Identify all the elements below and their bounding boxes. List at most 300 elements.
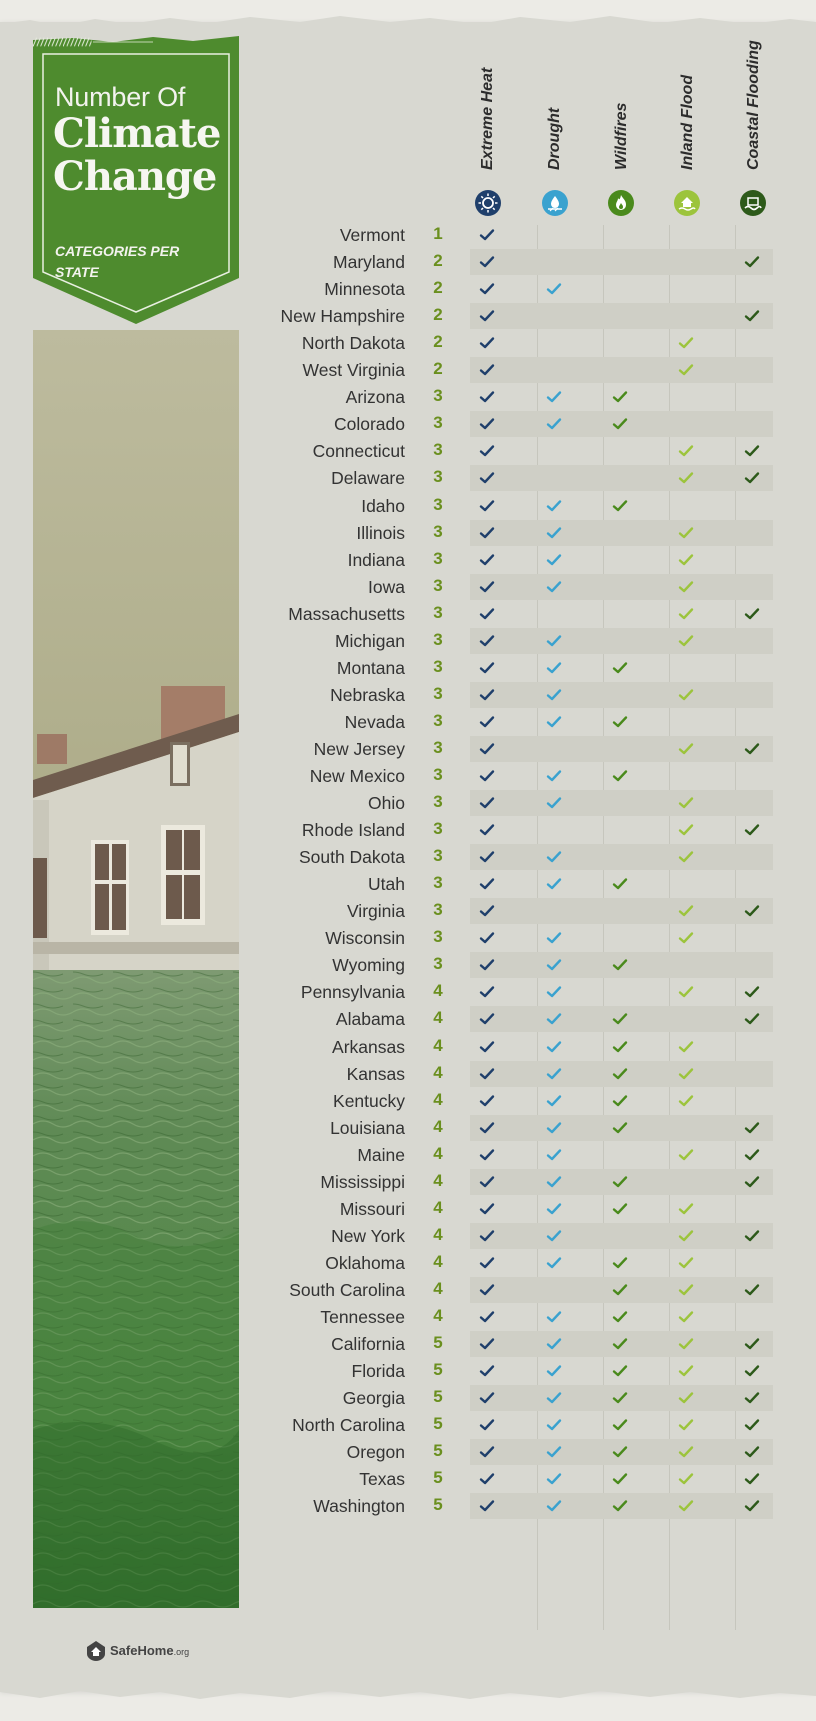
state-name: Idaho bbox=[361, 495, 405, 516]
state-name: South Dakota bbox=[298, 847, 405, 868]
checkmark-icon-extreme-heat bbox=[478, 1092, 496, 1110]
checkmark-icon-extreme-heat bbox=[478, 848, 496, 866]
category-count: 3 bbox=[433, 737, 443, 757]
category-count: 3 bbox=[433, 765, 443, 784]
category-count: 5 bbox=[433, 1387, 443, 1407]
checkmark-icon-extreme-heat bbox=[478, 524, 496, 542]
checkmark-icon-coastal-flooding bbox=[743, 1227, 761, 1245]
category-count: 2 bbox=[433, 359, 443, 379]
state-name: New Hampshire bbox=[280, 306, 405, 327]
state-name: Wisconsin bbox=[325, 928, 405, 949]
table-row bbox=[0, 735, 816, 763]
checkmark-icon-wildfires bbox=[611, 1173, 629, 1191]
checkmark-icon-extreme-heat bbox=[478, 253, 496, 271]
checkmark-icon-drought bbox=[545, 1470, 563, 1488]
checkmark-icon-coastal-flooding bbox=[743, 1416, 761, 1434]
checkmark-icon-extreme-heat bbox=[478, 1065, 496, 1083]
category-count: 4 bbox=[433, 981, 443, 1001]
category-count: 3 bbox=[433, 494, 443, 514]
state-name: Montana bbox=[336, 657, 405, 678]
checkmark-icon-extreme-heat bbox=[478, 361, 496, 379]
checkmark-icon-extreme-heat bbox=[478, 902, 496, 920]
hatch-divider bbox=[33, 36, 153, 48]
checkmark-icon-coastal-flooding bbox=[743, 1281, 761, 1299]
table-row bbox=[0, 978, 816, 1006]
checkmark-icon-drought bbox=[545, 1308, 563, 1326]
column-header-drought: Drought bbox=[546, 107, 563, 170]
state-name: Tennessee bbox=[320, 1307, 405, 1327]
state-name: Texas bbox=[359, 1469, 405, 1490]
checkmark-icon-inland-flood bbox=[677, 1389, 695, 1407]
checkmark-icon-inland-flood bbox=[677, 686, 695, 704]
table-row bbox=[0, 546, 816, 574]
table-row bbox=[0, 221, 816, 249]
checkmark-icon-inland-flood bbox=[677, 524, 695, 542]
checkmark-icon-extreme-heat bbox=[478, 469, 496, 487]
state-name: Delaware bbox=[331, 468, 405, 489]
state-name: Mississippi bbox=[320, 1171, 405, 1192]
checkmark-icon-extreme-heat bbox=[478, 1335, 496, 1353]
checkmark-icon-drought bbox=[545, 1119, 563, 1137]
category-count: 3 bbox=[433, 792, 443, 812]
table-row bbox=[0, 302, 816, 330]
checkmark-icon-coastal-flooding bbox=[743, 605, 761, 623]
category-count: 5 bbox=[433, 1360, 443, 1380]
category-count: 5 bbox=[433, 1333, 443, 1353]
checkmark-icon-drought bbox=[545, 713, 563, 731]
checkmark-icon-extreme-heat bbox=[478, 713, 496, 731]
checkmark-icon-wildfires bbox=[611, 1092, 629, 1110]
checkmark-icon-drought bbox=[545, 1335, 563, 1353]
state-name: Oklahoma bbox=[325, 1252, 405, 1273]
column-header-inland-flood: Inland Flood bbox=[679, 74, 696, 170]
checkmark-icon-wildfires bbox=[611, 1254, 629, 1272]
state-name: Illinois bbox=[356, 522, 405, 543]
category-count: 3 bbox=[433, 683, 443, 703]
checkmark-icon-drought bbox=[545, 1443, 563, 1461]
checkmark-icon-coastal-flooding bbox=[743, 740, 761, 758]
state-name: Virginia bbox=[346, 901, 405, 922]
checkmark-icon-wildfires bbox=[611, 956, 629, 974]
checkmark-icon-wildfires bbox=[611, 1497, 629, 1515]
checkmark-icon-coastal-flooding bbox=[743, 253, 761, 271]
category-count: 3 bbox=[433, 413, 443, 433]
checkmark-icon-inland-flood bbox=[677, 1362, 695, 1380]
checkmark-icon-drought bbox=[545, 1227, 563, 1245]
checkmark-icon-inland-flood bbox=[677, 1443, 695, 1461]
state-name: Vermont bbox=[339, 225, 405, 245]
category-count: 3 bbox=[433, 467, 443, 487]
checkmark-icon-wildfires bbox=[611, 713, 629, 731]
torn-edge-bottom bbox=[0, 1680, 816, 1708]
category-count: 4 bbox=[433, 1224, 443, 1244]
category-count: 3 bbox=[433, 575, 443, 595]
state-name: Rhode Island bbox=[301, 820, 405, 841]
checkmark-icon-wildfires bbox=[611, 1389, 629, 1407]
row-stripe bbox=[470, 844, 773, 870]
category-count: 3 bbox=[433, 873, 443, 893]
table-row bbox=[0, 573, 816, 601]
checkmark-icon-drought bbox=[545, 1038, 563, 1056]
state-name: Kentucky bbox=[333, 1090, 405, 1111]
checkmark-icon-wildfires bbox=[611, 875, 629, 893]
checkmark-icon-drought bbox=[545, 1416, 563, 1434]
state-name: Washington bbox=[313, 1496, 405, 1517]
table-row bbox=[0, 1060, 816, 1088]
checkmark-icon-extreme-heat bbox=[478, 1146, 496, 1164]
checkmark-icon-inland-flood bbox=[677, 1038, 695, 1056]
category-count: 5 bbox=[433, 1441, 443, 1461]
checkmark-icon-extreme-heat bbox=[478, 497, 496, 515]
table-row bbox=[0, 1141, 816, 1169]
state-name: Kansas bbox=[346, 1063, 405, 1084]
checkmark-icon-drought bbox=[545, 1173, 563, 1191]
table-row bbox=[0, 789, 816, 817]
title-line-2: Climate bbox=[53, 110, 221, 157]
row-stripe bbox=[470, 574, 773, 600]
table-row bbox=[0, 519, 816, 547]
checkmark-icon-drought bbox=[545, 848, 563, 866]
state-name: Ohio bbox=[368, 793, 405, 814]
column-header-extreme-heat: Extreme Heat bbox=[479, 67, 496, 170]
table-row bbox=[0, 816, 816, 844]
checkmark-icon-extreme-heat bbox=[478, 956, 496, 974]
checkmark-icon-inland-flood bbox=[677, 469, 695, 487]
checkmark-icon-extreme-heat bbox=[478, 415, 496, 433]
checkmark-icon-extreme-heat bbox=[478, 767, 496, 785]
row-stripe bbox=[470, 790, 773, 816]
checkmark-icon-drought bbox=[545, 415, 563, 433]
title-subtitle: CATEGORIES PER STATE bbox=[55, 243, 180, 280]
state-name: Arizona bbox=[345, 387, 405, 408]
checkmark-icon-coastal-flooding bbox=[743, 983, 761, 1001]
table-row bbox=[0, 1492, 816, 1520]
checkmark-icon-drought bbox=[545, 686, 563, 704]
checkmark-icon-coastal-flooding bbox=[743, 1146, 761, 1164]
checkmark-icon-extreme-heat bbox=[478, 578, 496, 596]
table-row bbox=[0, 600, 816, 628]
state-name: Indiana bbox=[347, 549, 405, 570]
checkmark-icon-wildfires bbox=[611, 415, 629, 433]
house-flood-icon bbox=[674, 190, 700, 216]
checkmark-icon-inland-flood bbox=[677, 929, 695, 947]
checkmark-icon-drought bbox=[545, 551, 563, 569]
state-name: New Jersey bbox=[313, 738, 405, 759]
checkmark-icon-inland-flood bbox=[677, 1146, 695, 1164]
table-row bbox=[0, 275, 816, 303]
checkmark-icon-inland-flood bbox=[677, 740, 695, 758]
category-count: 4 bbox=[433, 1170, 443, 1190]
state-name: Oregon bbox=[346, 1442, 405, 1463]
checkmark-icon-drought bbox=[545, 767, 563, 785]
checkmark-icon-drought bbox=[545, 1010, 563, 1028]
row-stripe bbox=[470, 465, 773, 491]
checkmark-icon-extreme-heat bbox=[478, 632, 496, 650]
column-header-wildfires: Wildfires bbox=[613, 102, 630, 170]
checkmark-icon-extreme-heat bbox=[478, 226, 496, 244]
sun-icon bbox=[475, 190, 501, 216]
category-count: 3 bbox=[433, 521, 443, 541]
table-row bbox=[0, 1438, 816, 1466]
table-row bbox=[0, 1033, 816, 1061]
checkmark-icon-extreme-heat bbox=[478, 1443, 496, 1461]
checkmark-icon-inland-flood bbox=[677, 578, 695, 596]
table-row bbox=[0, 762, 816, 790]
checkmark-icon-inland-flood bbox=[677, 334, 695, 352]
checkmark-icon-extreme-heat bbox=[478, 1254, 496, 1272]
checkmark-icon-inland-flood bbox=[677, 821, 695, 839]
checkmark-icon-extreme-heat bbox=[478, 1470, 496, 1488]
state-name: Missouri bbox=[339, 1198, 405, 1219]
table-row bbox=[0, 1303, 816, 1331]
state-name: West Virginia bbox=[302, 360, 405, 381]
checkmark-icon-extreme-heat bbox=[478, 280, 496, 298]
category-count: 3 bbox=[433, 602, 443, 622]
state-name: Arkansas bbox=[332, 1036, 405, 1057]
category-count: 2 bbox=[433, 251, 443, 271]
checkmark-icon-drought bbox=[545, 929, 563, 947]
table-row bbox=[0, 708, 816, 736]
checkmark-icon-inland-flood bbox=[677, 848, 695, 866]
checkmark-icon-wildfires bbox=[611, 1362, 629, 1380]
checkmark-icon-extreme-heat bbox=[478, 1173, 496, 1191]
table-row bbox=[0, 383, 816, 411]
checkmark-icon-coastal-flooding bbox=[743, 1119, 761, 1137]
title-line-1: Number Of bbox=[55, 82, 186, 112]
checkmark-icon-extreme-heat bbox=[478, 334, 496, 352]
checkmark-icon-inland-flood bbox=[677, 551, 695, 569]
table-row bbox=[0, 681, 816, 709]
checkmark-icon-extreme-heat bbox=[478, 929, 496, 947]
category-count: 2 bbox=[433, 332, 443, 352]
checkmark-icon-wildfires bbox=[611, 388, 629, 406]
checkmark-icon-coastal-flooding bbox=[743, 307, 761, 325]
checkmark-icon-wildfires bbox=[611, 1281, 629, 1299]
checkmark-icon-drought bbox=[545, 956, 563, 974]
logo-suffix: .org bbox=[173, 1647, 190, 1657]
state-name: Pennsylvania bbox=[300, 982, 405, 1003]
state-name: Wyoming bbox=[332, 955, 405, 976]
category-count: 3 bbox=[433, 927, 443, 947]
checkmark-icon-extreme-heat bbox=[478, 686, 496, 704]
category-count: 4 bbox=[433, 1089, 443, 1109]
checkmark-icon-drought bbox=[545, 524, 563, 542]
row-stripe bbox=[470, 357, 773, 383]
state-name: Colorado bbox=[333, 414, 405, 435]
category-count: 3 bbox=[433, 710, 443, 730]
checkmark-icon-wildfires bbox=[611, 497, 629, 515]
state-name: Massachusetts bbox=[288, 603, 405, 624]
checkmark-icon-inland-flood bbox=[677, 1281, 695, 1299]
category-count: 3 bbox=[433, 629, 443, 649]
category-count: 5 bbox=[433, 1468, 443, 1488]
checkmark-icon-coastal-flooding bbox=[743, 902, 761, 920]
category-count: 4 bbox=[433, 1278, 443, 1298]
checkmark-icon-drought bbox=[545, 794, 563, 812]
checkmark-icon-drought bbox=[545, 1146, 563, 1164]
state-name: Nebraska bbox=[330, 684, 405, 705]
checkmark-icon-drought bbox=[545, 578, 563, 596]
category-count: 3 bbox=[433, 656, 443, 676]
checkmark-icon-wildfires bbox=[611, 1200, 629, 1218]
checkmark-icon-extreme-heat bbox=[478, 1389, 496, 1407]
checkmark-icon-extreme-heat bbox=[478, 605, 496, 623]
row-stripe bbox=[470, 303, 773, 329]
checkmark-icon-wildfires bbox=[611, 659, 629, 677]
checkmark-icon-inland-flood bbox=[677, 1308, 695, 1326]
checkmark-icon-wildfires bbox=[611, 1065, 629, 1083]
checkmark-icon-drought bbox=[545, 1389, 563, 1407]
checkmark-icon-wildfires bbox=[611, 1416, 629, 1434]
checkmark-icon-extreme-heat bbox=[478, 388, 496, 406]
category-count: 3 bbox=[433, 819, 443, 839]
checkmark-icon-inland-flood bbox=[677, 605, 695, 623]
checkmark-icon-coastal-flooding bbox=[743, 1389, 761, 1407]
table-row bbox=[0, 1411, 816, 1439]
checkmark-icon-drought bbox=[545, 1092, 563, 1110]
state-name: Georgia bbox=[342, 1388, 405, 1409]
checkmark-icon-coastal-flooding bbox=[743, 1362, 761, 1380]
checkmark-icon-inland-flood bbox=[677, 1335, 695, 1353]
state-name: Connecticut bbox=[312, 441, 405, 462]
checkmark-icon-inland-flood bbox=[677, 361, 695, 379]
checkmark-icon-inland-flood bbox=[677, 1470, 695, 1488]
house-shield-icon bbox=[86, 1640, 106, 1662]
state-name: Florida bbox=[351, 1361, 405, 1382]
column-header-coastal-flooding: Coastal Flooding bbox=[745, 40, 762, 170]
checkmark-icon-coastal-flooding bbox=[743, 821, 761, 839]
checkmark-icon-coastal-flooding bbox=[743, 1010, 761, 1028]
row-stripe bbox=[470, 736, 773, 762]
checkmark-icon-drought bbox=[545, 280, 563, 298]
checkmark-icon-inland-flood bbox=[677, 1254, 695, 1272]
table-row bbox=[0, 1005, 816, 1033]
checkmark-icon-drought bbox=[545, 983, 563, 1001]
state-name: New Mexico bbox=[309, 766, 405, 786]
table-row bbox=[0, 1168, 816, 1196]
checkmark-icon-coastal-flooding bbox=[743, 469, 761, 487]
checkmark-icon-wildfires bbox=[611, 1119, 629, 1137]
title-line-3: Change bbox=[53, 153, 217, 200]
checkmark-icon-extreme-heat bbox=[478, 1010, 496, 1028]
checkmark-icon-inland-flood bbox=[677, 1092, 695, 1110]
flame-icon bbox=[608, 190, 634, 216]
state-name: Nevada bbox=[344, 711, 405, 732]
table-row bbox=[0, 248, 816, 276]
checkmark-icon-extreme-heat bbox=[478, 1497, 496, 1515]
waves-icon bbox=[740, 190, 766, 216]
checkmark-icon-drought bbox=[545, 1254, 563, 1272]
checkmark-icon-drought bbox=[545, 1362, 563, 1380]
table-row bbox=[0, 1384, 816, 1412]
category-count: 3 bbox=[433, 954, 443, 974]
state-name: North Dakota bbox=[301, 333, 405, 354]
table-row bbox=[0, 1357, 816, 1385]
drought-icon bbox=[542, 190, 568, 216]
category-count: 4 bbox=[433, 1062, 443, 1082]
checkmark-icon-extreme-heat bbox=[478, 1038, 496, 1056]
table-row bbox=[0, 492, 816, 520]
checkmark-icon-inland-flood bbox=[677, 1416, 695, 1434]
checkmark-icon-drought bbox=[545, 497, 563, 515]
checkmark-icon-inland-flood bbox=[677, 1200, 695, 1218]
checkmark-icon-extreme-heat bbox=[478, 1200, 496, 1218]
state-name: Michigan bbox=[334, 630, 405, 651]
state-name: Utah bbox=[368, 874, 405, 895]
checkmark-icon-drought bbox=[545, 1497, 563, 1515]
checkmark-icon-inland-flood bbox=[677, 794, 695, 812]
table-row bbox=[0, 627, 816, 655]
state-name: Maine bbox=[357, 1144, 405, 1165]
table-row bbox=[0, 1195, 816, 1223]
category-count: 3 bbox=[433, 900, 443, 920]
checkmark-icon-inland-flood bbox=[677, 1227, 695, 1245]
checkmark-icon-coastal-flooding bbox=[743, 1173, 761, 1191]
table-row bbox=[0, 1222, 816, 1250]
checkmark-icon-wildfires bbox=[611, 1443, 629, 1461]
table-row bbox=[0, 1330, 816, 1358]
checkmark-icon-inland-flood bbox=[677, 902, 695, 920]
checkmark-icon-inland-flood bbox=[677, 1065, 695, 1083]
table-row bbox=[0, 329, 816, 357]
state-name: California bbox=[331, 1334, 405, 1355]
checkmark-icon-coastal-flooding bbox=[743, 1443, 761, 1461]
category-count: 3 bbox=[433, 440, 443, 460]
category-count: 2 bbox=[433, 305, 443, 325]
category-count: 4 bbox=[433, 1035, 443, 1055]
checkmark-icon-coastal-flooding bbox=[743, 1335, 761, 1353]
table-row bbox=[0, 1276, 816, 1304]
table-row bbox=[0, 951, 816, 979]
category-count: 5 bbox=[433, 1495, 443, 1515]
logo-name: SafeHome bbox=[110, 1643, 174, 1658]
state-name: Maryland bbox=[333, 252, 405, 273]
checkmark-icon-inland-flood bbox=[677, 632, 695, 650]
table-row bbox=[0, 437, 816, 465]
category-count: 4 bbox=[433, 1116, 443, 1136]
state-name: South Carolina bbox=[289, 1279, 405, 1300]
row-stripe bbox=[470, 898, 773, 924]
checkmark-icon-inland-flood bbox=[677, 983, 695, 1001]
checkmark-icon-inland-flood bbox=[677, 1497, 695, 1515]
checkmark-icon-drought bbox=[545, 1200, 563, 1218]
table-row bbox=[0, 654, 816, 682]
checkmark-icon-coastal-flooding bbox=[743, 1497, 761, 1515]
checkmark-icon-wildfires bbox=[611, 1038, 629, 1056]
checkmark-icon-extreme-heat bbox=[478, 794, 496, 812]
table-row bbox=[0, 464, 816, 492]
checkmark-icon-drought bbox=[545, 659, 563, 677]
state-name: Louisiana bbox=[330, 1117, 405, 1138]
table-row bbox=[0, 356, 816, 384]
checkmark-icon-coastal-flooding bbox=[743, 442, 761, 460]
category-count: 3 bbox=[433, 548, 443, 568]
checkmark-icon-drought bbox=[545, 1065, 563, 1083]
checkmark-icon-extreme-heat bbox=[478, 983, 496, 1001]
table-row bbox=[0, 897, 816, 925]
checkmark-icon-drought bbox=[545, 388, 563, 406]
checkmark-icon-wildfires bbox=[611, 1335, 629, 1353]
checkmark-icon-wildfires bbox=[611, 1308, 629, 1326]
checkmark-icon-extreme-heat bbox=[478, 1119, 496, 1137]
checkmark-icon-extreme-heat bbox=[478, 659, 496, 677]
category-count: 4 bbox=[433, 1197, 443, 1217]
checkmark-icon-drought bbox=[545, 875, 563, 893]
category-count: 4 bbox=[433, 1143, 443, 1163]
row-stripe bbox=[470, 682, 773, 708]
checkmark-icon-inland-flood bbox=[677, 442, 695, 460]
checkmark-icon-extreme-heat bbox=[478, 442, 496, 460]
